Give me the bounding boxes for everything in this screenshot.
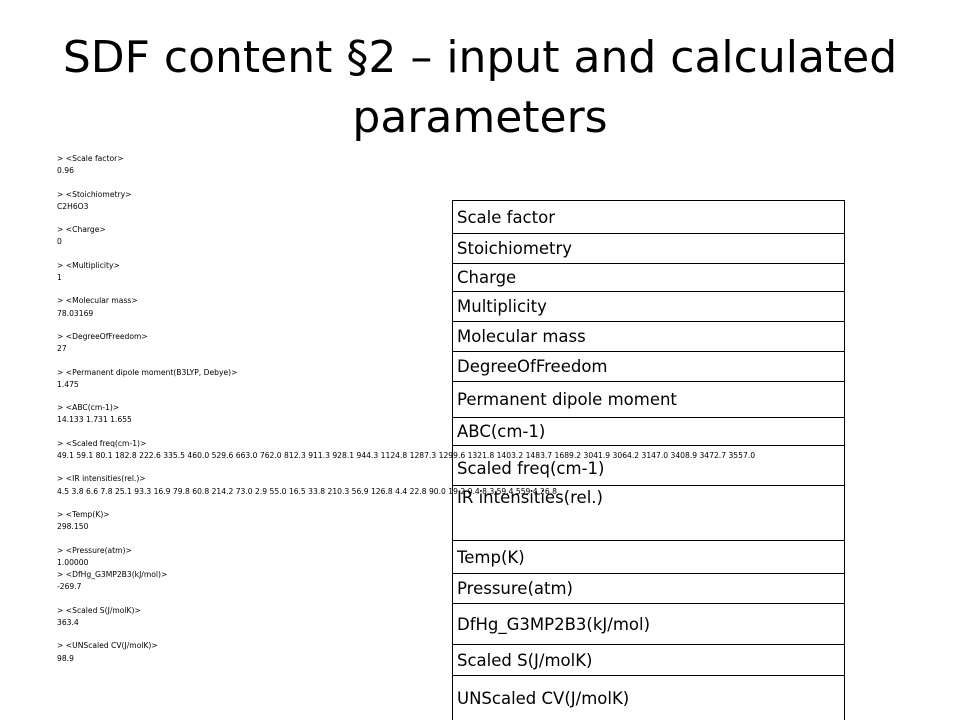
parameter-row <box>453 233 844 263</box>
parameter-row <box>453 603 844 644</box>
parameter-table <box>452 200 845 720</box>
parameter-label: DegreeOfFreedom <box>457 357 608 376</box>
slide-title <box>40 28 920 148</box>
sdf-value: 363.4 <box>57 618 79 628</box>
parameter-label: Charge <box>457 268 517 287</box>
sdf-tag: > <Scale factor> <box>57 154 124 163</box>
parameter-row <box>453 485 844 540</box>
parameter-label: Scaled freq(cm-1) <box>457 459 605 478</box>
sdf-tag: > <UNScaled CV(J/molK)> <box>57 641 158 651</box>
sdf-tag: > <ABC(cm-1)> <box>57 403 120 413</box>
parameter-label: Pressure(atm) <box>457 579 573 598</box>
sdf-tag: > <Stoichiometry> <box>57 189 132 199</box>
parameter-label: IR intensities(rel.) <box>457 488 603 507</box>
parameter-label: Scale factor <box>457 207 555 227</box>
sdf-value: 1 <box>57 273 62 283</box>
parameter-row <box>453 201 844 233</box>
parameter-label: ABC(cm-1) <box>457 422 546 441</box>
parameter-row <box>453 351 844 381</box>
sdf-tag: > <DfHg_G3MP2B3(kJ/mol)> <box>57 570 168 580</box>
sdf-tag: > <Scaled S(J/molK)> <box>57 605 141 615</box>
parameter-row <box>453 321 844 351</box>
sdf-value: 0.96 <box>57 166 74 176</box>
parameter-label: Scaled S(J/molK) <box>457 650 593 670</box>
parameter-row <box>453 291 844 321</box>
parameter-label: UNScaled CV(J/molK) <box>457 689 630 708</box>
sdf-tag: > <Pressure(atm)> <box>57 545 132 555</box>
sdf-value: 78.03169 <box>57 308 94 318</box>
sdf-tag: > <Scaled freq(cm-1)> <box>57 438 147 448</box>
parameter-row <box>453 417 844 445</box>
sdf-value: 14.133 1.731 1.655 <box>57 415 132 425</box>
parameter-row <box>453 381 844 417</box>
parameter-label: Permanent dipole moment <box>457 390 677 409</box>
sdf-tag: > <Multiplicity> <box>57 260 120 270</box>
sdf-value: 1.475 <box>57 379 79 389</box>
sdf-value: 298.150 <box>57 522 89 532</box>
parameter-label: Multiplicity <box>457 297 547 316</box>
sdf-tag: > <IR intensities(rel.)> <box>57 474 146 484</box>
sdf-value: -269.7 <box>57 582 82 592</box>
parameter-row <box>453 675 844 721</box>
parameter-row <box>453 540 844 573</box>
sdf-value: 1.00000 <box>57 557 89 567</box>
parameter-row <box>453 644 844 675</box>
sdf-value: 0 <box>57 237 62 247</box>
sdf-value: 98.9 <box>57 653 74 663</box>
parameter-label: Stoichiometry <box>457 239 573 258</box>
parameter-label: Molecular mass <box>457 327 586 346</box>
parameter-row <box>453 263 844 291</box>
sdf-tag: > <Permanent dipole moment(B3LYP, Debye)> <box>57 367 238 377</box>
parameter-row <box>453 573 844 603</box>
sdf-value: 4.5 3.8 6.6 7.8 25.1 93.3 16.9 79.8 60.8 214.2 73.0 2.9 55.0 16.5 33.8 210.3 56.9 126.8 4.4 22.8 90.0 19.2 0.4 8.3 59.4 559.4 26.8 <box>57 486 557 496</box>
title-line-2: parameters <box>352 92 608 143</box>
sdf-value: 49.1 59.1 80.1 182.8 222.6 335.5 460.0 529.6 663.0 762.0 812.3 911.3 928.1 944.3 1124.8 1287.3 1299.6 1321.8 1403.2 1483.7 1689.2 3041.9 3064.2 3147.0 3408.9 3472.7 3557.0 <box>57 451 756 461</box>
parameter-label: Temp(K) <box>457 547 525 567</box>
sdf-tag: > <Molecular mass> <box>57 296 138 306</box>
sdf-tag: > <Charge> <box>57 225 106 235</box>
sdf-tag: > <Temp(K)> <box>57 509 110 519</box>
sdf-value: C2H6O3 <box>57 201 89 211</box>
parameter-row <box>453 445 844 485</box>
sdf-tag: > <DegreeOfFreedom> <box>57 331 148 341</box>
title-line-1: SDF content §2 – input and calculated <box>62 32 898 83</box>
sdf-value: 27 <box>57 344 67 354</box>
parameter-label: DfHg_G3MP2B3(kJ/mol) <box>457 614 651 634</box>
